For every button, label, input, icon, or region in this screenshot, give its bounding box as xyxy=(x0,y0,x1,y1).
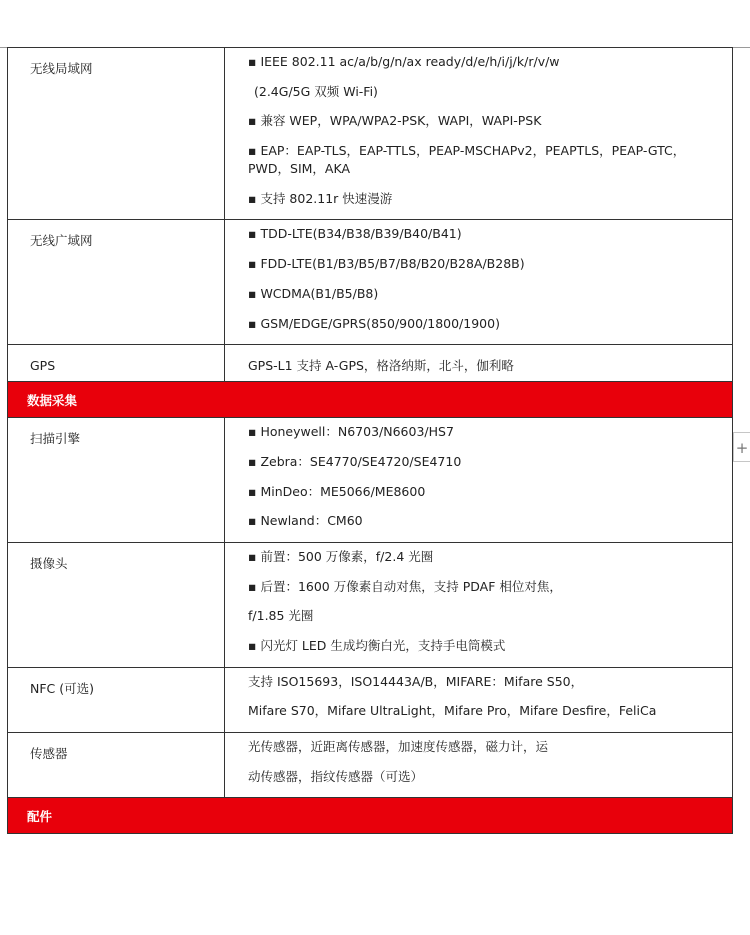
row-label-sensors: 传感器 xyxy=(8,733,225,798)
row-content-nfc xyxy=(225,667,733,732)
row-label-wwan: 无线广域网 xyxy=(8,220,225,345)
list-item: ▪ Honeywell：N6703/N6603/HS7 xyxy=(248,424,454,440)
list-item: ▪ TDD-LTE(B34/B38/B39/B40/B41) xyxy=(248,226,462,242)
list-item: 支持 ISO15693，ISO14443A/B，MIFARE：Mifare S50， xyxy=(248,673,584,689)
row-label-nfc: NFC (可选) xyxy=(8,667,225,732)
list-item: ▪ 闪光灯 LED 生成均衡白光，支持手电筒模式 xyxy=(248,638,506,653)
row-label-camera: 摄像头 xyxy=(8,542,225,667)
section-header-row xyxy=(8,382,733,418)
table-row xyxy=(8,220,733,345)
plus-icon: + xyxy=(735,439,749,457)
list-item: GPS-L1 支持 A-GPS，格洛纳斯，北斗，伽利略 xyxy=(248,358,514,374)
section-title-accessories: 配件 xyxy=(8,798,733,834)
row-content-sensors xyxy=(225,733,733,798)
add-button[interactable] xyxy=(733,432,750,462)
list-item: Mifare S70，Mifare UltraLight，Mifare Pro，Mifare Desfire，FeliCa xyxy=(248,703,657,719)
list-item: (2.4G/5G 双频 Wi-Fi) xyxy=(254,83,378,99)
table-row xyxy=(8,667,733,732)
row-content-camera xyxy=(225,542,733,667)
table-row xyxy=(8,48,733,220)
row-label-scan-engine: 扫描引擎 xyxy=(8,418,225,543)
list-item: ▪ 后置：1600 万像素自动对焦，支持 PDAF 相位对焦， xyxy=(248,578,562,594)
list-item: ▪ 兼容 WEP，WPA/WPA2-PSK，WAPI，WAPI-PSK xyxy=(248,113,542,129)
row-content-wlan xyxy=(225,48,733,220)
list-item: 动传感器，指纹传感器（可选） xyxy=(248,768,424,784)
row-content-gps xyxy=(225,345,733,382)
list-item: ▪ IEEE 802.11 ac/a/b/g/n/ax ready/d/e/h/i/j/k/r/v/w xyxy=(248,54,560,69)
list-item: ▪ MinDeo：ME5066/ME8600 xyxy=(248,483,426,499)
section-header-row xyxy=(8,798,733,834)
table-row xyxy=(8,733,733,798)
list-item: ▪ Newland：CM60 xyxy=(248,513,363,529)
list-item: ▪ FDD-LTE(B1/B3/B5/B7/B8/B20/B28A/B28B) xyxy=(248,256,525,272)
row-content-wwan xyxy=(225,220,733,345)
section-title-data-capture: 数据采集 xyxy=(8,382,733,418)
spec-table xyxy=(7,47,733,834)
list-item: 光传感器，近距离传感器，加速度传感器，磁力计，运 xyxy=(248,739,549,755)
list-item: ▪ 支持 802.11r 快速漫游 xyxy=(248,190,393,206)
list-item: ▪ Zebra：SE4770/SE4720/SE4710 xyxy=(248,453,462,469)
table-row xyxy=(8,542,733,667)
list-item: f/1.85 光圈 xyxy=(248,608,314,624)
list-item: ▪ WCDMA(B1/B5/B8) xyxy=(248,285,379,301)
row-content-scan-engine xyxy=(225,418,733,543)
row-label-wlan: 无线局域网 xyxy=(8,48,225,220)
table-row xyxy=(8,345,733,382)
list-item: ▪ EAP：EAP-TLS，EAP-TTLS，PEAP-MSCHAPv2，PEAPTLS，PEAP-GTC，PWD，SIM，AKA xyxy=(248,143,686,177)
row-label-gps: GPS xyxy=(8,345,225,382)
list-item: ▪ 前置：500 万像素，f/2.4 光圈 xyxy=(248,548,434,564)
list-item: ▪ GSM/EDGE/GPRS(850/900/1800/1900) xyxy=(248,315,500,331)
table-row xyxy=(8,418,733,543)
